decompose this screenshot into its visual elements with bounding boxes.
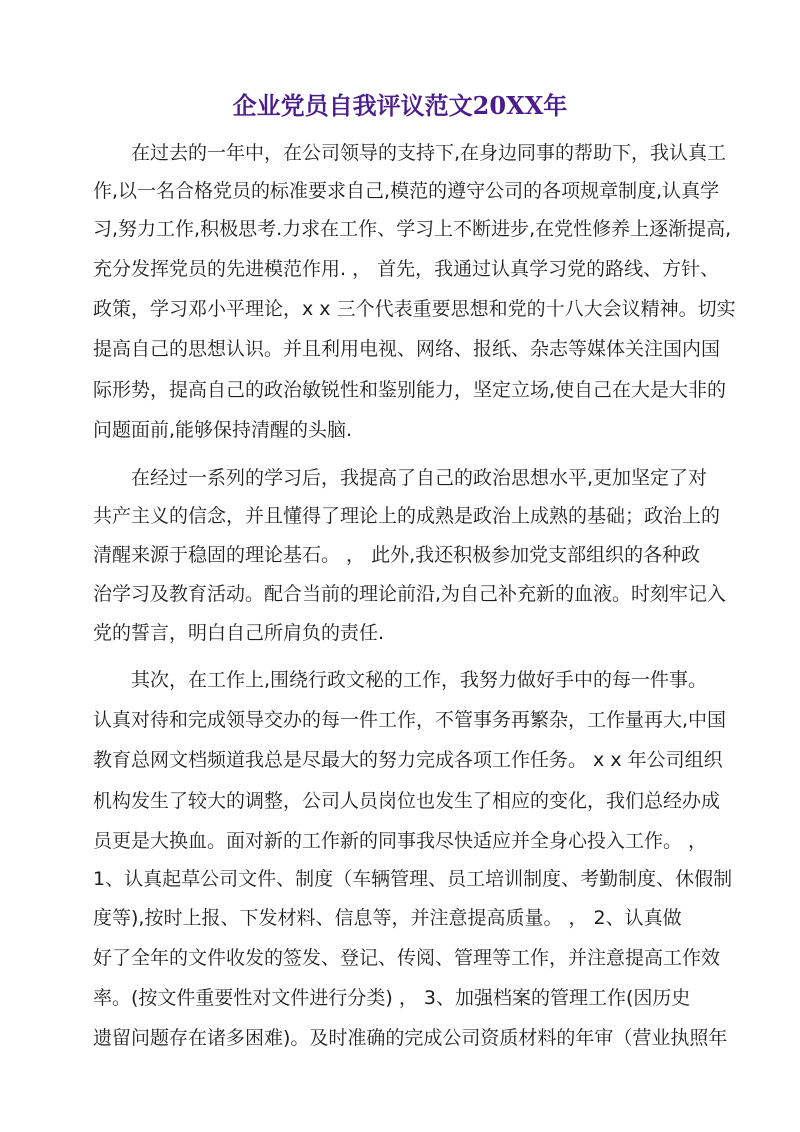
text-line: 在过去的一年中，在公司领导的支持下,在身边同事的帮助下，我认真工 xyxy=(93,142,727,164)
text-line: 1、认真起草公司文件、制度（车辆管理、员工培训制度、考勤制度、休假制 xyxy=(93,868,733,890)
text-line: 问题面前,能够保持清醒的头脑. xyxy=(93,419,353,441)
text-line: 认真对待和完成领导交办的每一件工作，不管事务再繁杂，工作量再大,中国 xyxy=(93,709,727,731)
text-line: 在经过一系列的学习后，我提高了自己的政治思想水平,更加坚定了对 xyxy=(93,467,708,489)
text-line: 政策，学习邓小平理论，x x 三个代表重要思想和党的十八大会议精神。切实 xyxy=(93,298,736,320)
text-line: 教育总网文档频道我总是尽最大的努力完成各项工作任务。 x x 年公司组织 xyxy=(93,749,723,771)
text-line: 作,以一名合格党员的标准要求自己,模范的遵守公司的各项规章制度,认真学 xyxy=(93,180,720,202)
text-line: 共产主义的信念，并且懂得了理论上的成熟是政治上成熟的基础；政治上的 xyxy=(93,505,721,527)
document-title: 企业党员自我评议范文20XX年 xyxy=(232,91,568,120)
text-line: 际形势，提高自己的政治敏锐性和鉴别能力，坚定立场,使自己在大是大非的 xyxy=(93,379,727,401)
text-line: 率。(按文件重要性对文件进行分类) ， 3、加强档案的管理工作(因历史 xyxy=(93,987,691,1009)
text-line: 遗留问题存在诸多困难)。及时准确的完成公司资质材料的年审（营业执照年 xyxy=(93,1027,728,1049)
text-line: 治学习及教育活动。配合当前的理论前沿,为自己补充新的血液。时刻牢记入 xyxy=(93,583,727,605)
text-line: 提高自己的思想认识。并且利用电视、网络、报纸、杂志等媒体关注国内国 xyxy=(93,338,721,360)
text-line: 度等),按时上报、下发材料、信息等，并注意提高质量。 ， 2、认真做 xyxy=(93,907,682,929)
text-line: 党的誓言，明白自己所肩负的责任. xyxy=(93,622,385,644)
text-line: 好了全年的文件收发的签发、登记、传阅、管理等工作，并注意提高工作效 xyxy=(93,947,721,969)
text-line: 机构发生了较大的调整，公司人员岗位也发生了相应的变化，我们总经办成 xyxy=(93,790,721,812)
text-line: 习,努力工作,积极思考.力求在工作、学习上不断进步,在党性修养上逐渐提高, xyxy=(93,218,732,240)
text-line: 其次，在工作上,围绕行政文秘的工作，我努力做好手中的每一件事。 xyxy=(93,669,708,691)
text-line: 员更是大换血。面对新的工作新的同事我尽快适应并全身心投入工作。 ， xyxy=(93,830,708,852)
text-line: 充分发挥党员的先进模范作用. ， 首先，我通过认真学习党的路线、方针、 xyxy=(93,258,720,280)
text-line: 清醒来源于稳固的理论基石。 ， 此外,我还积极参加党支部组织的各种政 xyxy=(93,544,701,566)
